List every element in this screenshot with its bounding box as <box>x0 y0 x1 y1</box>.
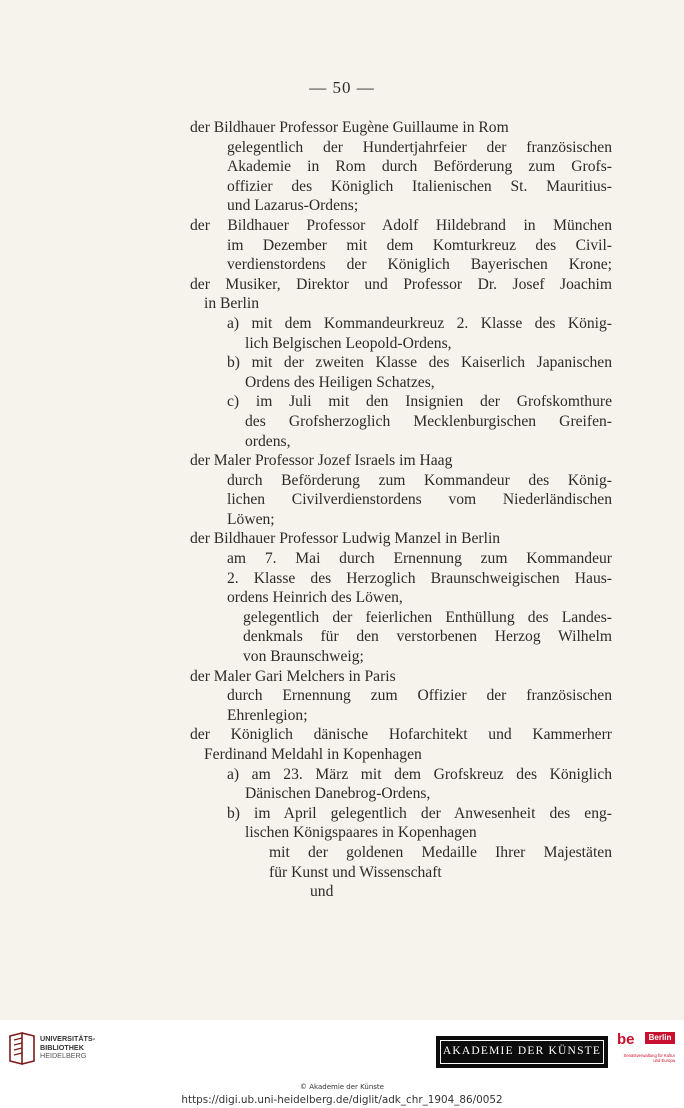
text-line: im Dezember mit dem Komturkreuz des Civil- <box>227 236 612 254</box>
text-line: Ferdinand Meldahl in Kopenhagen <box>204 746 422 763</box>
partner-sub: Senatsverwaltung für Kultur und Europa <box>623 1053 675 1063</box>
text-line: lischen Königspaares in Kopenhagen <box>245 824 477 842</box>
text-line: der Maler Gari Melchers in Paris <box>190 667 396 685</box>
text-line: des Grofsherzoglich Mecklenburgischen Greifen- <box>245 412 612 430</box>
text-line: der Königlich dänische Hofarchitekt und Kammerherr <box>190 726 612 744</box>
text-line: Ordens des Heiligen Schatzes, <box>245 373 435 391</box>
text-line: für Kunst und Wissenschaft <box>269 863 442 881</box>
text-line: der Bildhauer Professor Eugène Guillaume in Rom <box>190 119 509 136</box>
body-text <box>190 118 612 902</box>
text-line: und <box>310 883 334 901</box>
library-line-1: UNIVERSITÄTS- <box>40 1034 96 1043</box>
academy-label: AKADEMIE DER KÜNSTE <box>440 1040 604 1064</box>
page-number: — 50 — <box>309 78 375 97</box>
text-line: Löwen; <box>227 510 275 528</box>
text-line: lichen Civilverdienstordens vom Niederländischen <box>227 491 612 509</box>
text-line: b) im April gelegentlich der Anwesenheit des eng- <box>227 804 612 822</box>
text-line: Ehrenlegion; <box>227 706 308 724</box>
academy-logo[interactable] <box>436 1036 608 1068</box>
text-line: offizier des Königlich Italienischen St. Mauritius- <box>227 177 612 195</box>
text-line: der Bildhauer Professor Adolf Hildebrand in München <box>190 216 612 234</box>
text-line: Dänischen Danebrog-Ordens, <box>245 785 431 803</box>
text-line: und Lazarus-Ordens; <box>227 197 359 215</box>
text-line: in Berlin <box>204 295 260 313</box>
text-line: ordens, <box>245 432 291 450</box>
text-line: ordens Heinrich des Löwen, <box>227 589 403 607</box>
text-line: der Maler Professor Jozef Israels im Haag <box>190 452 453 470</box>
text-line: durch Beförderung zum Kommandeur des König- <box>227 471 612 489</box>
text-line: durch Ernennung zum Offizier der französischen <box>227 687 612 705</box>
text-line: von Braunschweig; <box>243 648 364 666</box>
permalink-url[interactable]: https://digi.ub.uni-heidelberg.de/diglit/adk_chr_1904_86/0052 <box>181 1094 503 1106</box>
text-line: denkmals für den verstorbenen Herzog Wilhelm <box>243 628 612 646</box>
copyright: © Akademie der Künste <box>300 1083 384 1091</box>
text-line: gelegentlich der Hundertjahrfeier der französischen <box>227 138 612 156</box>
partner-main: be <box>617 1031 635 1048</box>
text-line: der Musiker, Direktor und Professor Dr. Josef Joachim <box>190 275 612 293</box>
text-line: c) im Juli mit den Insignien der Grofskomthure <box>227 393 612 411</box>
text-line: Akademie in Rom durch Beförderung zum Grofs- <box>227 158 612 176</box>
text-line: am 7. Mai durch Ernennung zum Kommandeur <box>227 550 612 568</box>
text-line: a) am 23. März mit dem Grofskreuz des Königlich <box>227 765 612 783</box>
text-line: gelegentlich der feierlichen Enthüllung des Landes- <box>243 608 612 626</box>
library-line-3: HEIDELBERG <box>40 1051 87 1061</box>
library-line-2: BIBLIOTHEK <box>40 1042 84 1052</box>
text-line: lich Belgischen Leopold-Ordens, <box>245 334 452 352</box>
text-line: a) mit dem Kommandeurkreuz 2. Klasse des König- <box>227 314 612 332</box>
library-name <box>40 1035 95 1061</box>
text-line: mit der goldenen Medaille Ihrer Majestäten <box>269 843 612 861</box>
university-library-logo[interactable] <box>8 1032 128 1080</box>
text-line: verdienstordens der Königlich Bayerischen Krone; <box>227 256 612 274</box>
text-line: b) mit der zweiten Klasse des Kaiserlich Japanischen <box>227 354 612 372</box>
library-emblem-icon <box>8 1032 36 1066</box>
berlin-partner-logo[interactable] <box>617 1031 675 1075</box>
viewer-footer <box>0 1020 684 1108</box>
text-line: der Bildhauer Professor Ludwig Manzel in Berlin <box>190 530 501 548</box>
partner-box: Berlin <box>645 1032 675 1044</box>
text-line: 2. Klasse des Herzoglich Braunschweigischen Haus- <box>227 569 612 587</box>
